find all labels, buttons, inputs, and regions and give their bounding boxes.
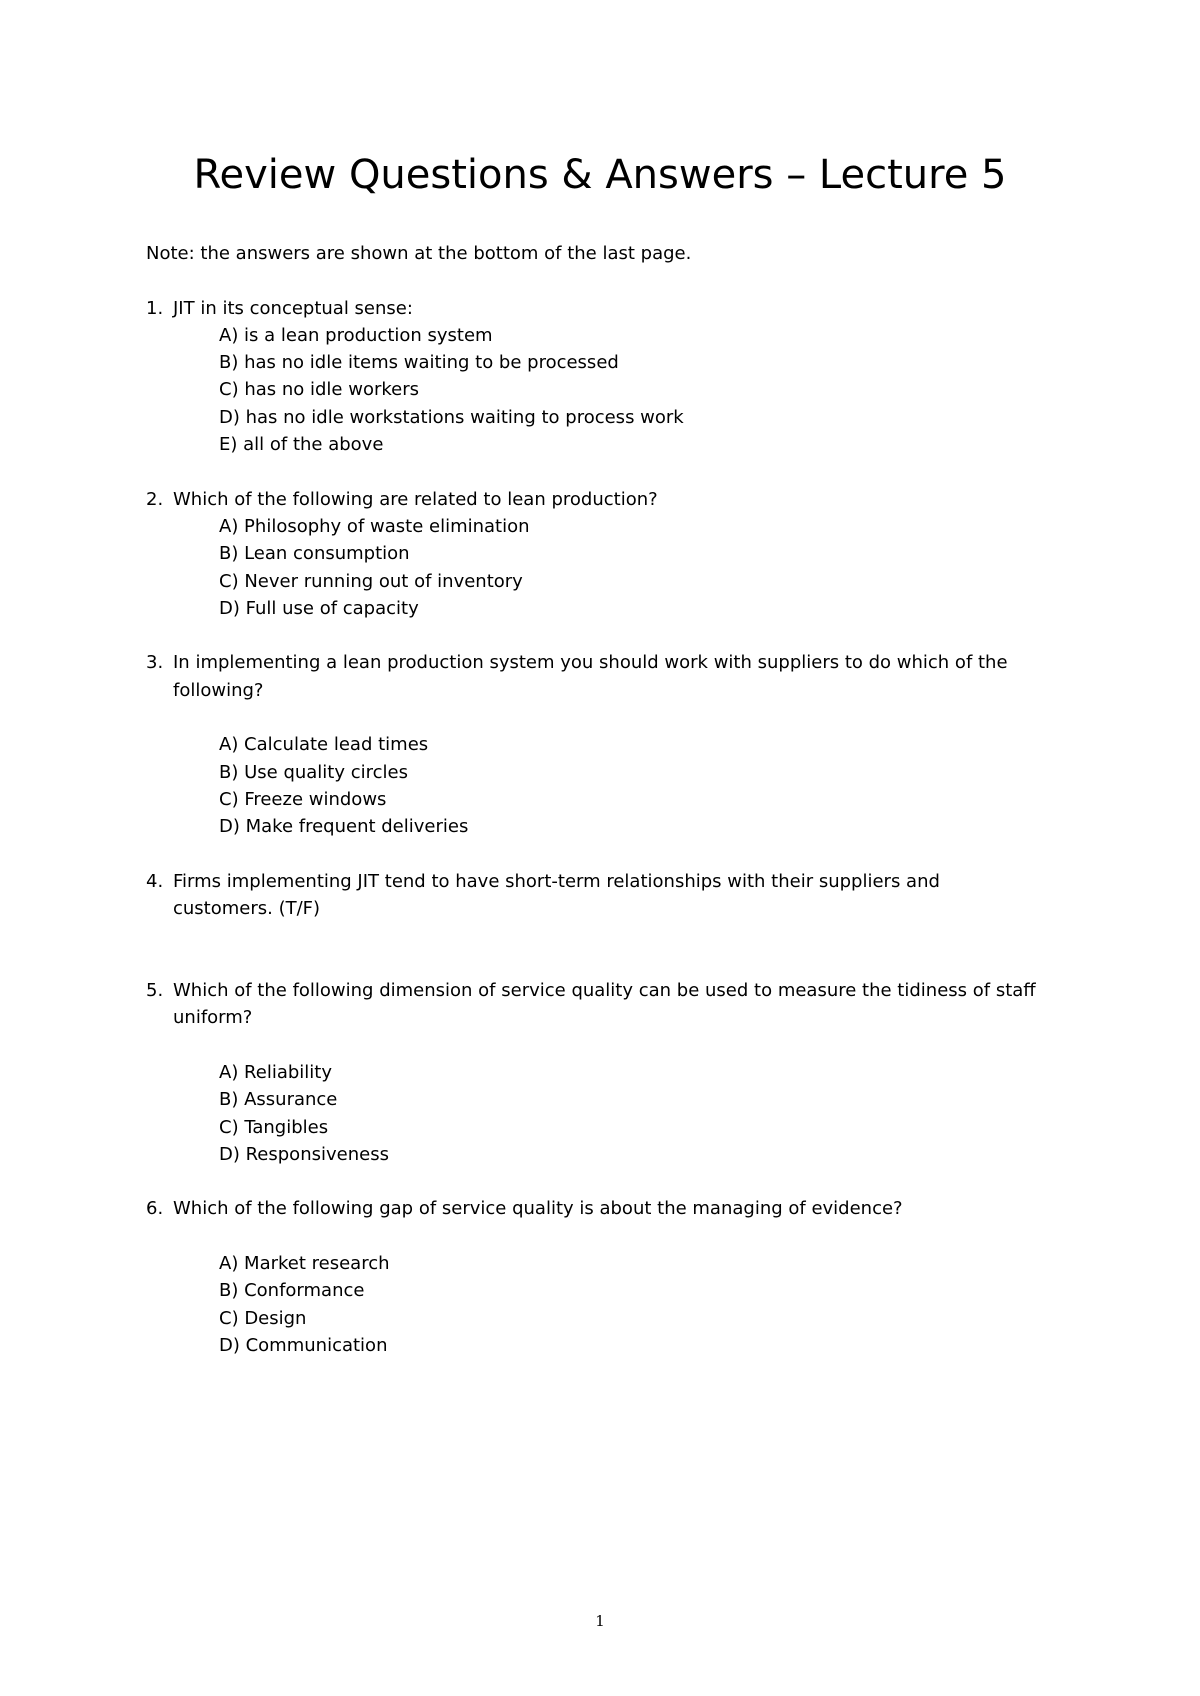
question-text: uniform? [173,1007,253,1029]
question-number: 3. [146,652,164,674]
answer-option: C) Design [219,1307,307,1329]
answer-option: C) Never running out of inventory [219,570,523,592]
answer-option: B) Assurance [219,1089,338,1111]
question-number: 6. [146,1198,164,1220]
answer-option: A) Philosophy of waste elimination [219,515,530,537]
question-number: 2. [146,488,164,510]
question-text: Which of the following dimension of service quality can be used to measure the tidiness of staff [173,980,1036,1002]
answer-option: A) Calculate lead times [219,734,429,756]
answer-option: B) has no idle items waiting to be processed [219,352,619,374]
answer-option: D) Full use of capacity [219,597,419,619]
answer-option: D) Make frequent deliveries [219,816,469,838]
question-text: Which of the following are related to lean production? [173,488,658,510]
question-4 [146,868,1046,923]
answers-note: Note: the answers are shown at the bottom of the last page. [146,243,692,264]
question-5 [146,977,1046,1168]
question-number: 4. [146,870,164,892]
question-text: In implementing a lean production system you should work with suppliers to do which of the [173,652,1008,674]
page-title: Review Questions & Answers – Lecture 5 [193,152,1007,198]
question-text: following? [173,679,264,701]
question-6 [146,1195,1046,1359]
answer-option: D) Communication [219,1334,388,1356]
answer-option: E) all of the above [219,434,384,456]
answer-option: D) Responsiveness [219,1143,389,1165]
question-text: customers. (T/F) [173,898,321,920]
answer-option: B) Lean consumption [219,543,410,565]
question-text: Which of the following gap of service quality is about the managing of evidence? [173,1198,903,1220]
page-number: 1 [595,1612,605,1630]
question-2 [146,486,1046,622]
answer-option: C) has no idle workers [219,379,419,401]
answer-option: A) Market research [219,1252,390,1274]
answer-option: C) Freeze windows [219,788,387,810]
answer-option: B) Conformance [219,1280,365,1302]
answer-option: D) has no idle workstations waiting to process work [219,406,684,428]
question-number: 1. [146,297,164,319]
question-1 [146,295,1046,459]
answer-option: A) Reliability [219,1061,333,1083]
document-body [146,240,1046,1359]
answer-option: A) is a lean production system [219,324,493,346]
question-3 [146,649,1046,840]
answer-option: B) Use quality circles [219,761,408,783]
answer-option: C) Tangibles [219,1116,329,1138]
question-text: Firms implementing JIT tend to have short-term relationships with their suppliers and [173,870,940,892]
question-number: 5. [146,980,164,1002]
question-text: JIT in its conceptual sense: [173,297,413,319]
